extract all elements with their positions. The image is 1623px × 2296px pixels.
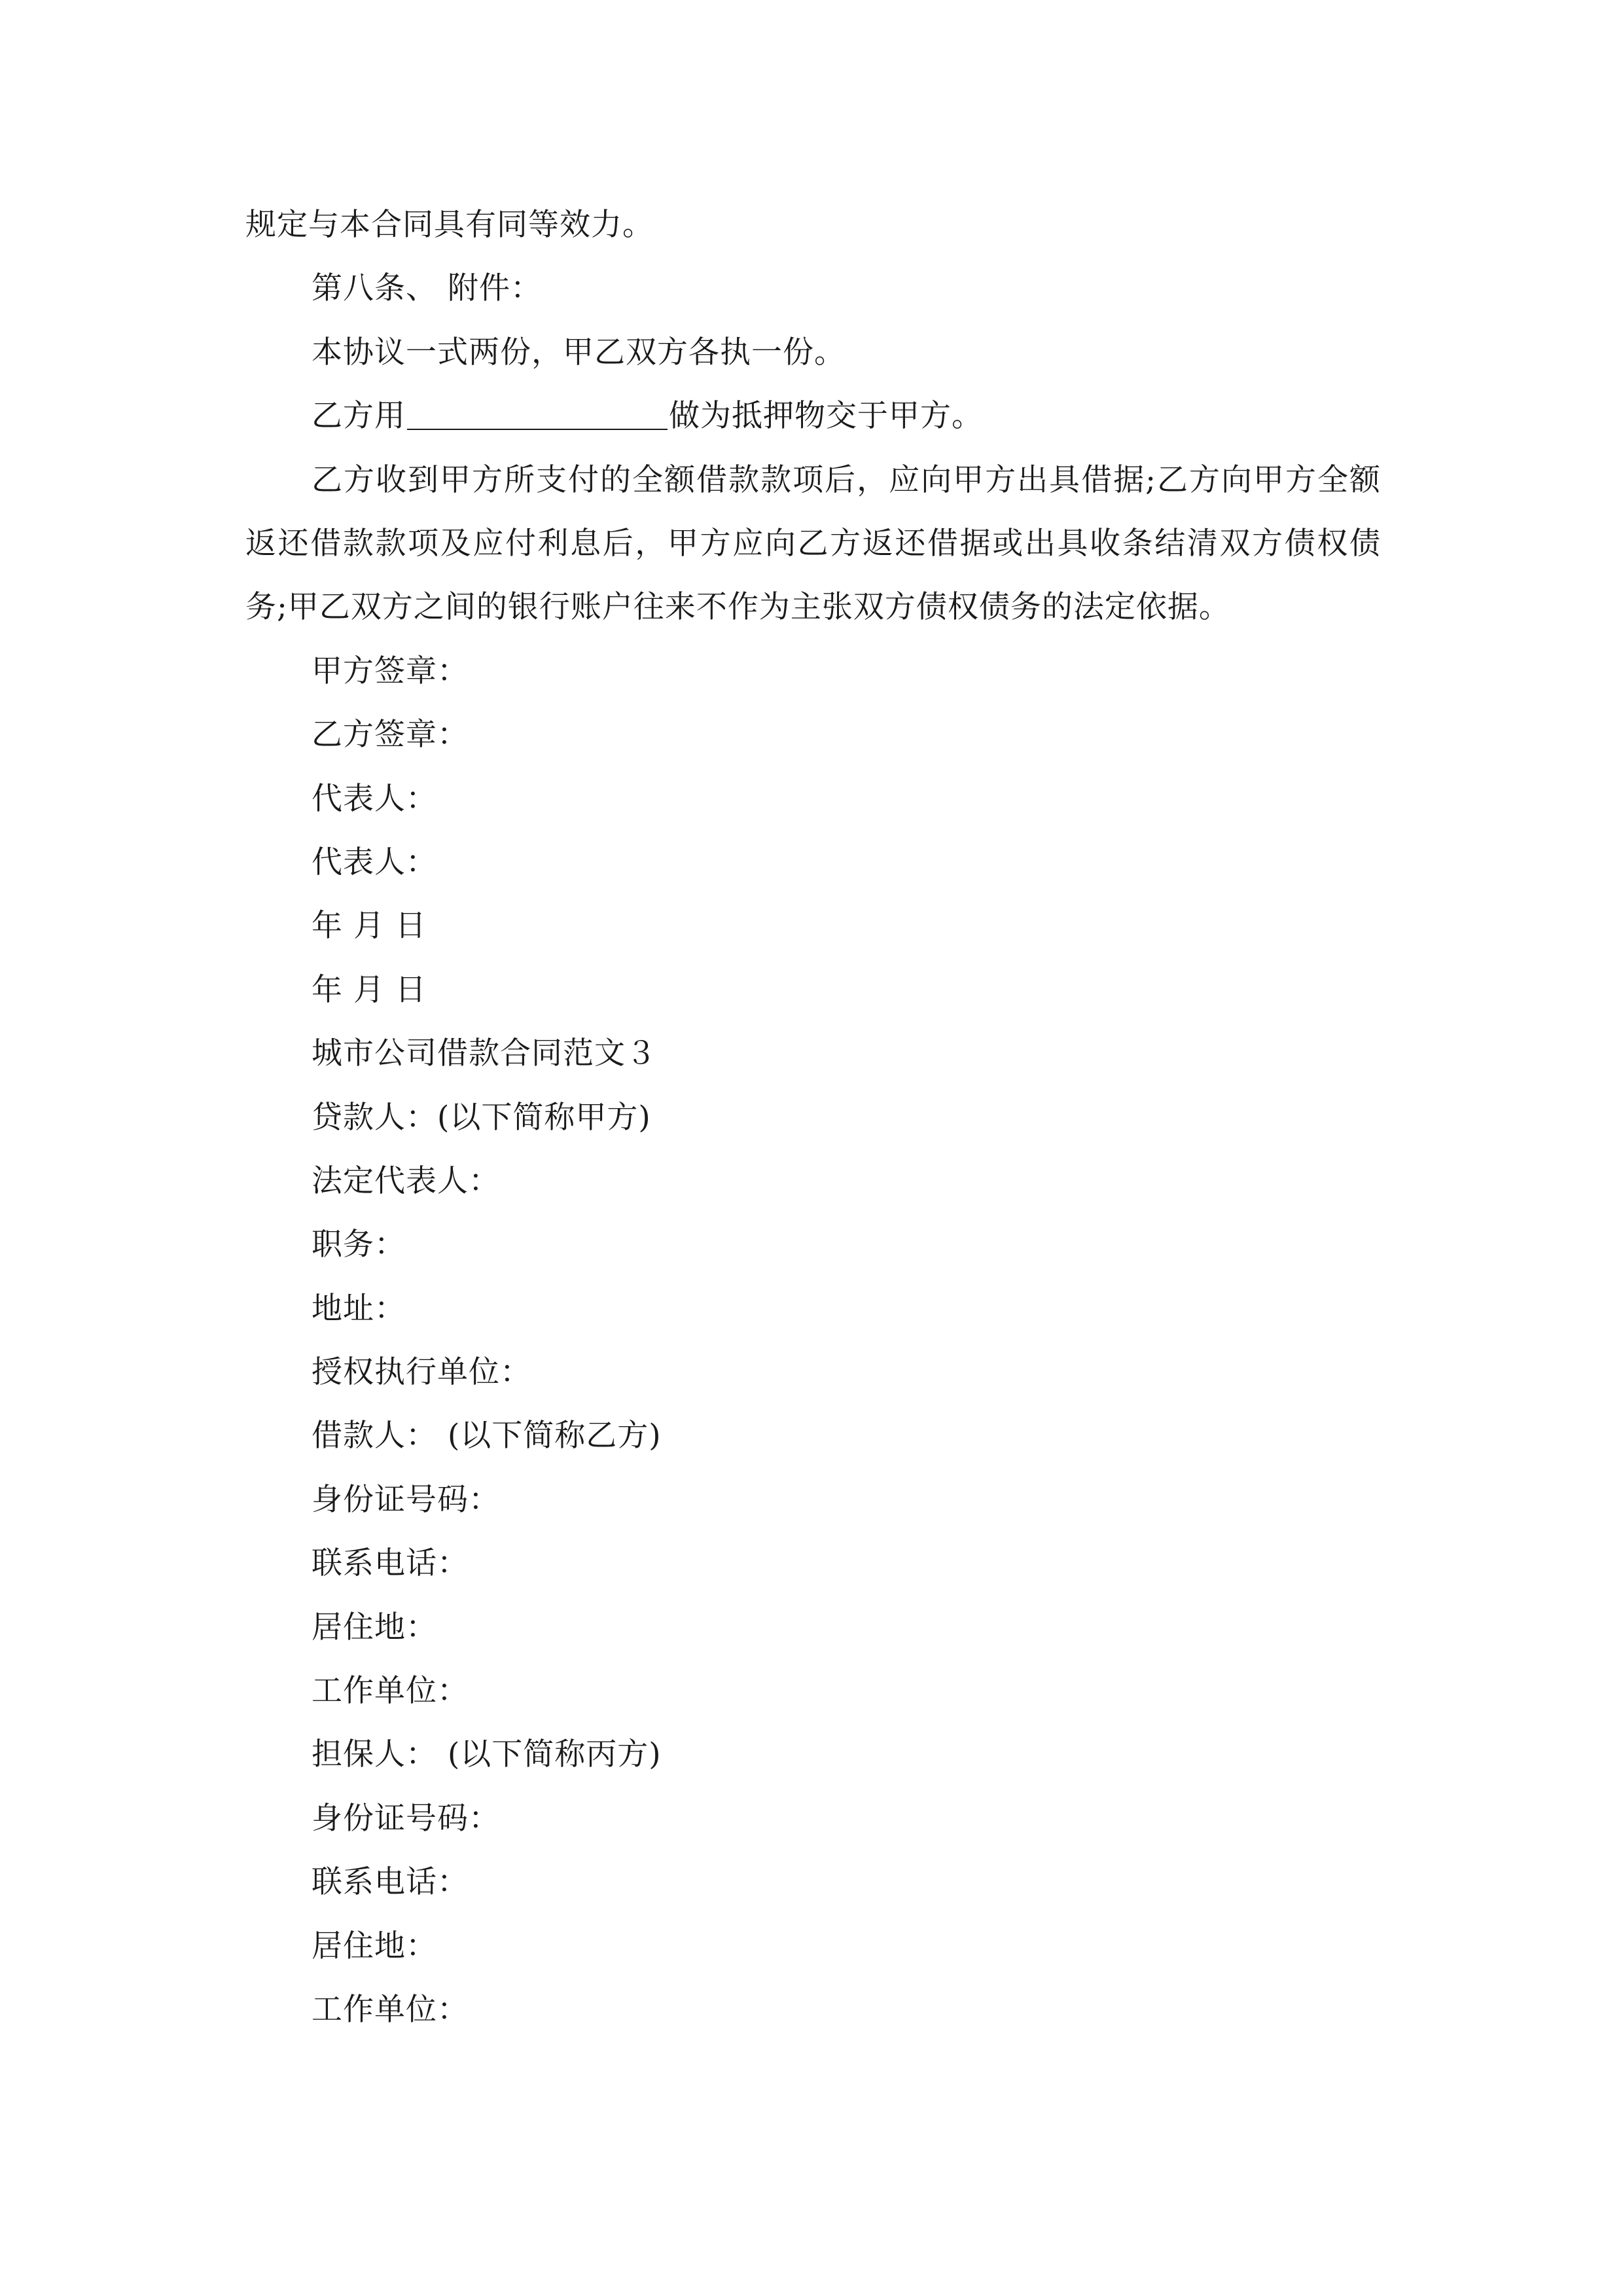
guarantor-phone-label: 联系电话： xyxy=(312,1864,469,1901)
receipt-clause: 乙方收到甲方所支付的全额借款款项后，应向甲方出具借据;乙方向甲方全额返还借款款项及应付利息后，甲方应向乙方返还借据或出具收条结清双方债权债务;甲乙双方之间的银行账户往来不作为主张双方债权债务的法定依据。 xyxy=(245,461,1381,626)
collateral-suffix: 做为抵押物交于甲方。 xyxy=(669,398,983,435)
collateral-clause xyxy=(245,384,1381,448)
guarantor-workplace-label: 工作单位： xyxy=(312,1991,469,2028)
date-line-2: 年 月 日 xyxy=(312,971,427,1008)
party-a-seal-label: 甲方签章： xyxy=(312,653,469,689)
collateral-blank-line xyxy=(407,393,668,430)
guarantor-residence-label: 居住地： xyxy=(312,1928,437,1964)
document-body xyxy=(245,193,1381,2041)
guarantor-label: 担保人： (以下简称丙方) xyxy=(312,1736,662,1773)
legal-representative-label: 法定代表人： xyxy=(312,1162,500,1199)
borrower-label: 借款人： (以下简称乙方) xyxy=(312,1418,662,1454)
borrower-residence-label: 居住地： xyxy=(312,1609,437,1645)
party-b-seal-label: 乙方签章： xyxy=(312,717,469,753)
borrower-phone-label: 联系电话： xyxy=(312,1545,469,1582)
continuation-line: 规定与本合同具有同等效力。 xyxy=(245,207,654,243)
date-line-1: 年 月 日 xyxy=(312,908,427,944)
borrower-id-label: 身份证号码： xyxy=(312,1481,500,1518)
position-label: 职务： xyxy=(312,1227,406,1263)
contract-title: 城市公司借款合同范文３ xyxy=(312,1035,657,1072)
address-label: 地址： xyxy=(312,1290,406,1327)
representative-label-1: 代表人： xyxy=(312,780,437,817)
authorized-unit-label: 授权执行单位： xyxy=(312,1354,531,1391)
article-8-heading: 第八条、 附件： xyxy=(312,270,542,307)
guarantor-id-label: 身份证号码： xyxy=(312,1800,500,1837)
copies-clause: 本协议一式两份，甲乙双方各执一份。 xyxy=(312,334,846,370)
lender-label: 贷款人：(以下简称甲方) xyxy=(312,1099,651,1136)
representative-label-2: 代表人： xyxy=(312,844,437,880)
borrower-workplace-label: 工作单位： xyxy=(312,1673,469,1710)
collateral-prefix: 乙方用 xyxy=(312,398,406,435)
